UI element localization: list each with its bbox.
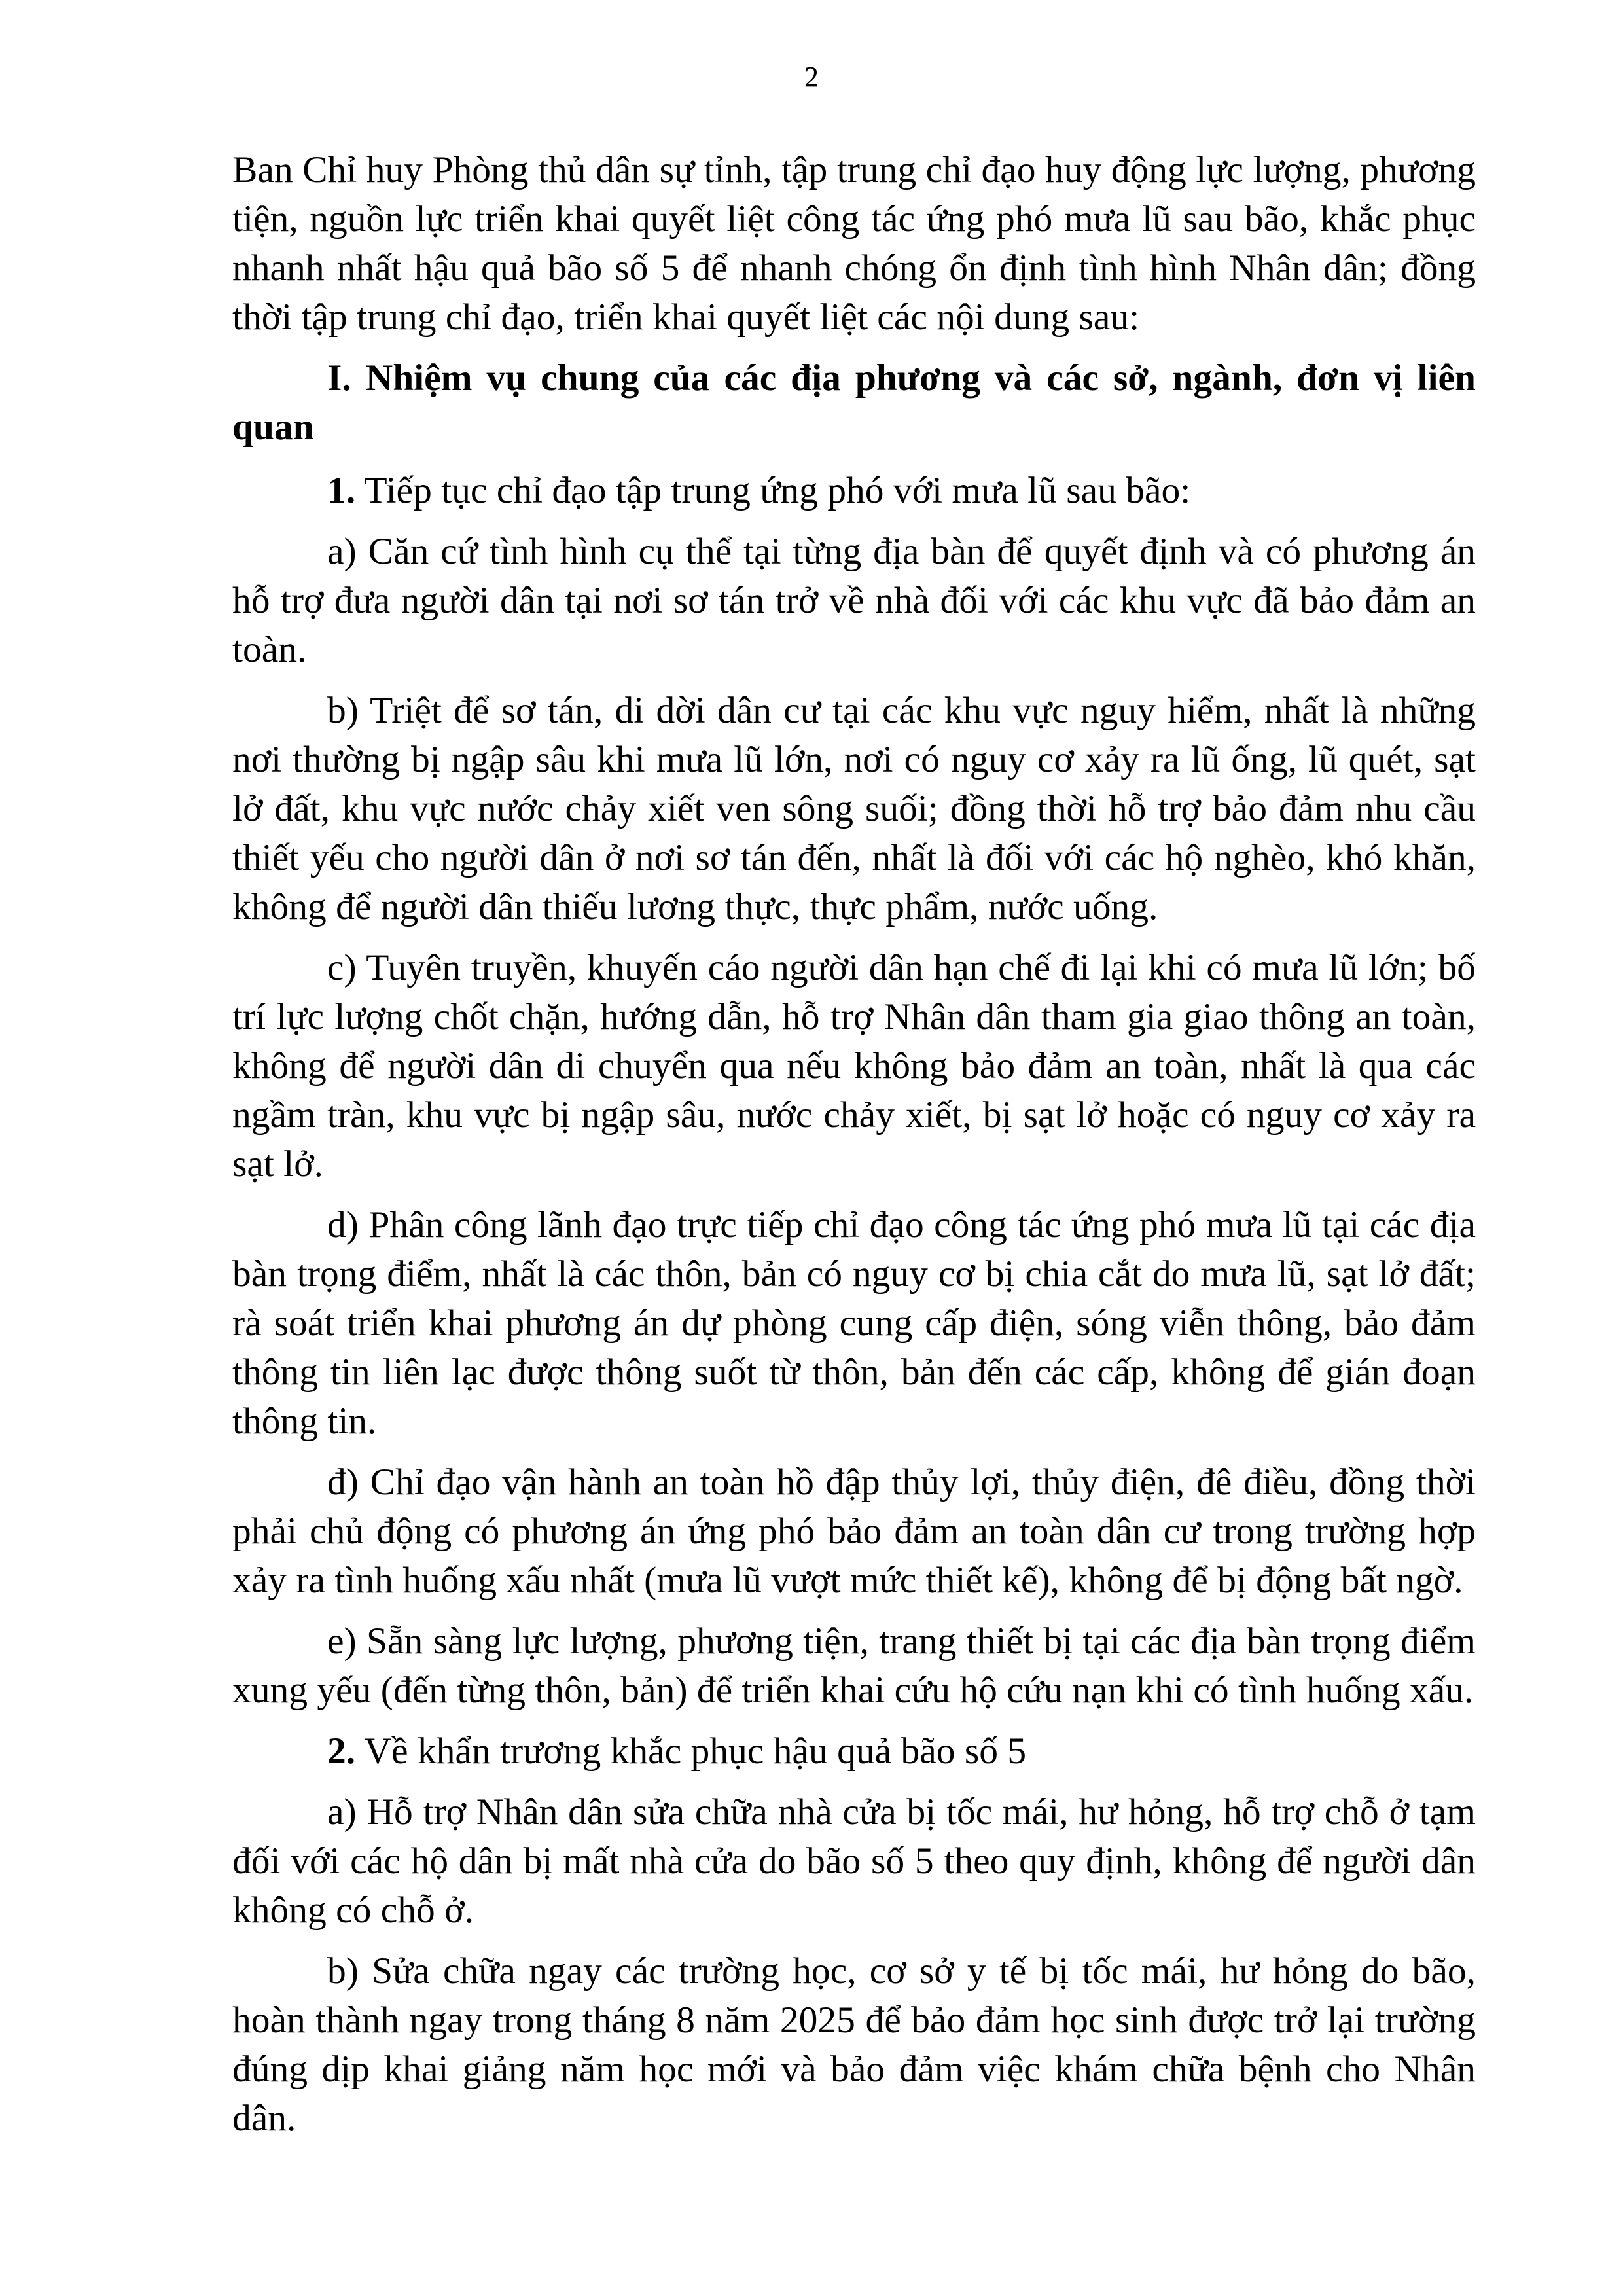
- item-2-a: a) Hỗ trợ Nhân dân sửa chữa nhà cửa bị tốc mái, hư hỏng, hỗ trợ chỗ ở tạm đối với các hộ dân bị mất nhà cửa do bão số 5 theo quy định, không để người dân không có chỗ ở.: [232, 1791, 1476, 1931]
- page-number: 2: [804, 61, 819, 93]
- item-2-heading: [232, 1727, 1476, 1776]
- item-1-b: b) Triệt để sơ tán, di dời dân cư tại các khu vực nguy hiểm, nhất là những nơi thường bị ngập sâu khi mưa lũ lớn, nơi có nguy cơ xảy ra lũ ống, lũ quét, sạt lở đất, khu vực nước chảy xiết ven sông suối; đồng thời hỗ trợ bảo đảm nhu cầu thiết yếu cho người dân ở nơi sơ tán đến, nhất là đối với các hộ nghèo, khó khăn, không để người dân thiếu lương thực, thực phẩm, nước uống.: [232, 690, 1476, 927]
- item-1-a: a) Căn cứ tình hình cụ thể tại từng địa bàn để quyết định và có phương án hỗ trợ đưa người dân tại nơi sơ tán trở về nhà đối với các khu vực đã bảo đảm an toàn.: [232, 531, 1476, 670]
- item-2-number: 2.: [327, 1731, 356, 1772]
- item-2-title: Về khẩn trương khắc phục hậu quả bão số 5: [364, 1731, 1027, 1772]
- item-1-title: Tiếp tục chỉ đạo tập trung ứng phó với mưa lũ sau bão:: [364, 470, 1191, 511]
- section-heading: I. Nhiệm vụ chung của các địa phương và các sở, ngành, đơn vị liên quan: [232, 357, 1476, 448]
- item-2-b: b) Sửa chữa ngay các trường học, cơ sở y tế bị tốc mái, hư hỏng do bão, hoàn thành ngay trong tháng 8 năm 2025 để bảo đảm học sinh được trở lại trường đúng dịp khai giảng năm học mới và bảo đảm việc khám chữa bệnh cho Nhân dân.: [232, 1950, 1476, 2139]
- item-1-e: e) Sẵn sàng lực lượng, phương tiện, trang thiết bị tại các địa bàn trọng điểm xung yếu (đến từng thôn, bản) để triển khai cứu hộ cứu nạn khi có tình huống xấu.: [232, 1621, 1476, 1711]
- item-1-c: c) Tuyên truyền, khuyến cáo người dân hạn chế đi lại khi có mưa lũ lớn; bố trí lực lượng chốt chặn, hướng dẫn, hỗ trợ Nhân dân tham gia giao thông an toàn, không để người dân di chuyển qua nếu không bảo đảm an toàn, nhất là qua các ngầm tràn, khu vực bị ngập sâu, nước chảy xiết, bị sạt lở hoặc có nguy cơ xảy ra sạt lở.: [232, 947, 1476, 1185]
- document-body: [232, 145, 1476, 2155]
- item-1-number: 1.: [327, 470, 356, 511]
- intro-paragraph: Ban Chỉ huy Phòng thủ dân sự tỉnh, tập trung chỉ đạo huy động lực lượng, phương tiện, nguồn lực triển khai quyết liệt công tác ứng phó mưa lũ sau bão, khắc phục nhanh nhất hậu quả bão số 5 để nhanh chóng ổn định tình hình Nhân dân; đồng thời tập trung chỉ đạo, triển khai quyết liệt các nội dung sau:: [232, 149, 1476, 338]
- item-1-dd: đ) Chỉ đạo vận hành an toàn hồ đập thủy lợi, thủy điện, đê điều, đồng thời phải chủ động có phương án ứng phó bảo đảm an toàn dân cư trong trường hợp xảy ra tình huống xấu nhất (mưa lũ vượt mức thiết kế), không để bị động bất ngờ.: [232, 1462, 1476, 1601]
- item-1-d: d) Phân công lãnh đạo trực tiếp chỉ đạo công tác ứng phó mưa lũ tại các địa bàn trọng điểm, nhất là các thôn, bản có nguy cơ bị chia cắt do mưa lũ, sạt lở đất; rà soát triển khai phương án dự phòng cung cấp điện, sóng viễn thông, bảo đảm thông tin liên lạc được thông suốt từ thôn, bản đến các cấp, không để gián đoạn thông tin.: [232, 1204, 1476, 1442]
- item-1-heading: [232, 466, 1476, 515]
